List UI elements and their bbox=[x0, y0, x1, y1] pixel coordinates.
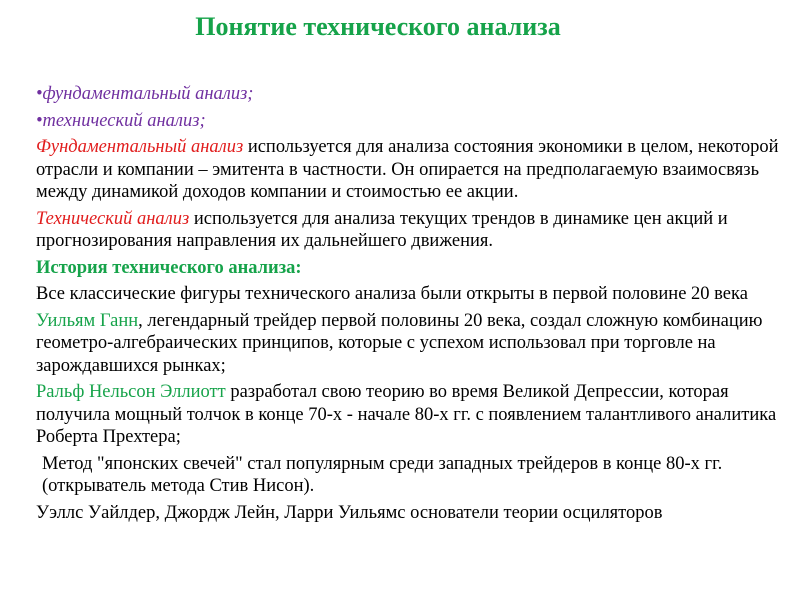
name-elliott: Ральф Нельсон Эллиотт bbox=[36, 382, 226, 402]
paragraph-gann bbox=[36, 310, 796, 378]
paragraph-oscillators: Уэллс Уайлдер, Джордж Лейн, Ларри Уильямс основатели теории осциляторов bbox=[36, 502, 663, 523]
bullet-technical: •технический анализ; bbox=[36, 110, 206, 131]
bullet-fundamental: •фундаментальный анализ; bbox=[36, 84, 254, 104]
paragraph-candles: Метод "японских свечей" стал популярным среди западных трейдеров в конце 80-х гг. (открыватель метода Стив Нисон). bbox=[42, 453, 723, 496]
paragraph-technical bbox=[36, 208, 796, 253]
paragraph-elliott-text: разработал свою теорию во время Великой Депрессии, которая получила мощный толчок в конце 70-х - начале 80-х гг. с появлением талантливого аналитика Роберта Прехтера; bbox=[36, 382, 777, 447]
name-gann: Уильям Ганн bbox=[36, 310, 139, 331]
paragraph-fundamental-text: используется для анализа состояния экономики в целом, некоторой отрасли и компании – эмитента в частности. Он опирается на предполагаемую взаимосвязь между динамикой доходов компании и стоимостью ее акции. bbox=[36, 137, 779, 202]
paragraph-classic-figures: Все классические фигуры технического анализа были открыты в первой половине 20 века bbox=[36, 284, 748, 304]
slide-content bbox=[36, 83, 796, 528]
paragraph-technical-text: используется для анализа текущих трендов в динамике цен акций и прогнозирования направления их дальнейшего движения. bbox=[36, 208, 728, 251]
paragraph-elliott bbox=[36, 381, 796, 449]
slide-title: Понятие технического анализа bbox=[195, 12, 561, 41]
history-heading: История технического анализа: bbox=[36, 257, 302, 278]
paragraph-fundamental bbox=[36, 136, 796, 204]
paragraph-gann-text: , легендарный трейдер первой половины 20 века, создал сложную комбинацию геометро-алгебраических принципов, которые с успехом использовал при торговле на зарождавшихся рынках; bbox=[36, 310, 763, 376]
term-technical-analysis: Технический анализ bbox=[36, 208, 190, 229]
term-fundamental-analysis: Фундаментальный анализ bbox=[36, 137, 244, 157]
